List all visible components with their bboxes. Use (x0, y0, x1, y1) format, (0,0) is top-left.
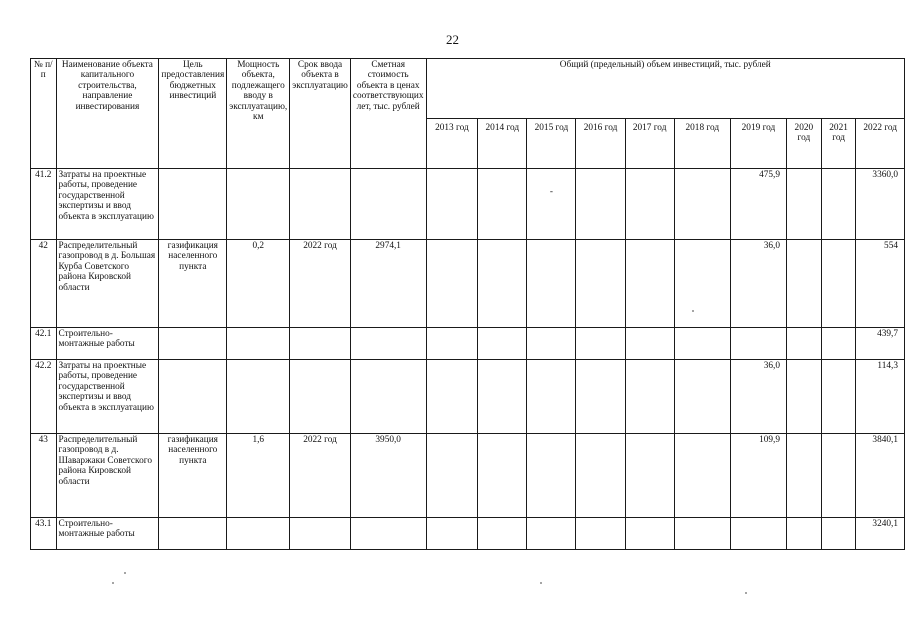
row-term (290, 360, 351, 434)
row-capacity (227, 518, 290, 550)
row-2022: 439,7 (856, 328, 905, 360)
row-2019 (730, 328, 786, 360)
row-2019: 36,0 (730, 240, 786, 328)
row-name: Распределительный газопровод в д. Большая Курба Советского района Кировской области (56, 240, 159, 328)
row-2019: 475,9 (730, 169, 786, 240)
row-purpose (159, 169, 227, 240)
row-cost (350, 518, 426, 550)
investment-table (30, 58, 905, 550)
header-capacity: Мощность объекта, подлежащего вводу в эксплуатацию, км (227, 59, 290, 169)
header-year: 2016 год (576, 119, 625, 169)
scan-speck (745, 592, 747, 594)
row-2019 (730, 518, 786, 550)
row-cost (350, 169, 426, 240)
row-2022: 554 (856, 240, 905, 328)
row-num: 41.2 (31, 169, 57, 240)
row-term: 2022 год (290, 434, 351, 518)
table-row (31, 434, 905, 518)
table-row (31, 518, 905, 550)
row-term (290, 328, 351, 360)
row-purpose (159, 328, 227, 360)
header-num: № п/п (31, 59, 57, 169)
header-term: Срок ввода объекта в эксплуатацию (290, 59, 351, 169)
row-num: 43.1 (31, 518, 57, 550)
row-name: Строительно-монтажные работы (56, 518, 159, 550)
header-year: 2022 год (856, 119, 905, 169)
row-cost: 2974,1 (350, 240, 426, 328)
row-num: 42 (31, 240, 57, 328)
row-num: 42.1 (31, 328, 57, 360)
scan-speck (540, 582, 542, 584)
header-investment: Общий (предельный) объем инвестиций, тыс. рублей (426, 59, 905, 119)
row-2022: 3240,1 (856, 518, 905, 550)
row-purpose (159, 360, 227, 434)
row-term (290, 169, 351, 240)
row-2019: 109,9 (730, 434, 786, 518)
table-row (31, 328, 905, 360)
table-row (31, 360, 905, 434)
row-2022: 3840,1 (856, 434, 905, 518)
row-capacity: 1,6 (227, 434, 290, 518)
row-cost (350, 328, 426, 360)
header-name: Наименование объекта капитального строительства, направление инвестирования (56, 59, 159, 169)
header-year: 2018 год (674, 119, 730, 169)
page-number: 22 (446, 32, 459, 47)
header-purpose: Цель предоставления бюджетных инвестиций (159, 59, 227, 169)
row-capacity (227, 360, 290, 434)
scan-speck (112, 582, 114, 584)
row-name: Строительно-монтажные работы (56, 328, 159, 360)
table-row (31, 240, 905, 328)
row-purpose: газификация населенного пункта (159, 434, 227, 518)
row-name: Затраты на проектные работы, проведение государственной экспертизы и ввод объекта в эксплуатацию (56, 360, 159, 434)
table-row (31, 169, 905, 240)
row-name: Распределительный газопровод в д. Шаваржаки Советского района Кировской области (56, 434, 159, 518)
row-purpose (159, 518, 227, 550)
row-capacity (227, 169, 290, 240)
row-name: Затраты на проектные работы, проведение государственной экспертизы и ввод объекта в эксплуатацию (56, 169, 159, 240)
row-2019: 36,0 (730, 360, 786, 434)
header-year: 2014 год (478, 119, 527, 169)
row-num: 43 (31, 434, 57, 518)
row-term (290, 518, 351, 550)
row-capacity: 0,2 (227, 240, 290, 328)
row-cost (350, 360, 426, 434)
header-year: 2019 год (730, 119, 786, 169)
row-term: 2022 год (290, 240, 351, 328)
header-year: 2020 год (786, 119, 821, 169)
row-2022: 114,3 (856, 360, 905, 434)
row-dash-mark: - (527, 169, 576, 240)
header-cost: Сметная стоимость объекта в ценах соответствующих лет, тыс. рублей (350, 59, 426, 169)
row-capacity (227, 328, 290, 360)
row-purpose: газификация населенного пункта (159, 240, 227, 328)
header-year: 2015 год (527, 119, 576, 169)
scan-speck (692, 310, 694, 312)
header-year: 2017 год (625, 119, 674, 169)
header-year: 2021 год (821, 119, 856, 169)
scan-speck (124, 572, 126, 574)
row-num: 42.2 (31, 360, 57, 434)
row-cost: 3950,0 (350, 434, 426, 518)
row-2022: 3360,0 (856, 169, 905, 240)
header-year: 2013 год (426, 119, 478, 169)
